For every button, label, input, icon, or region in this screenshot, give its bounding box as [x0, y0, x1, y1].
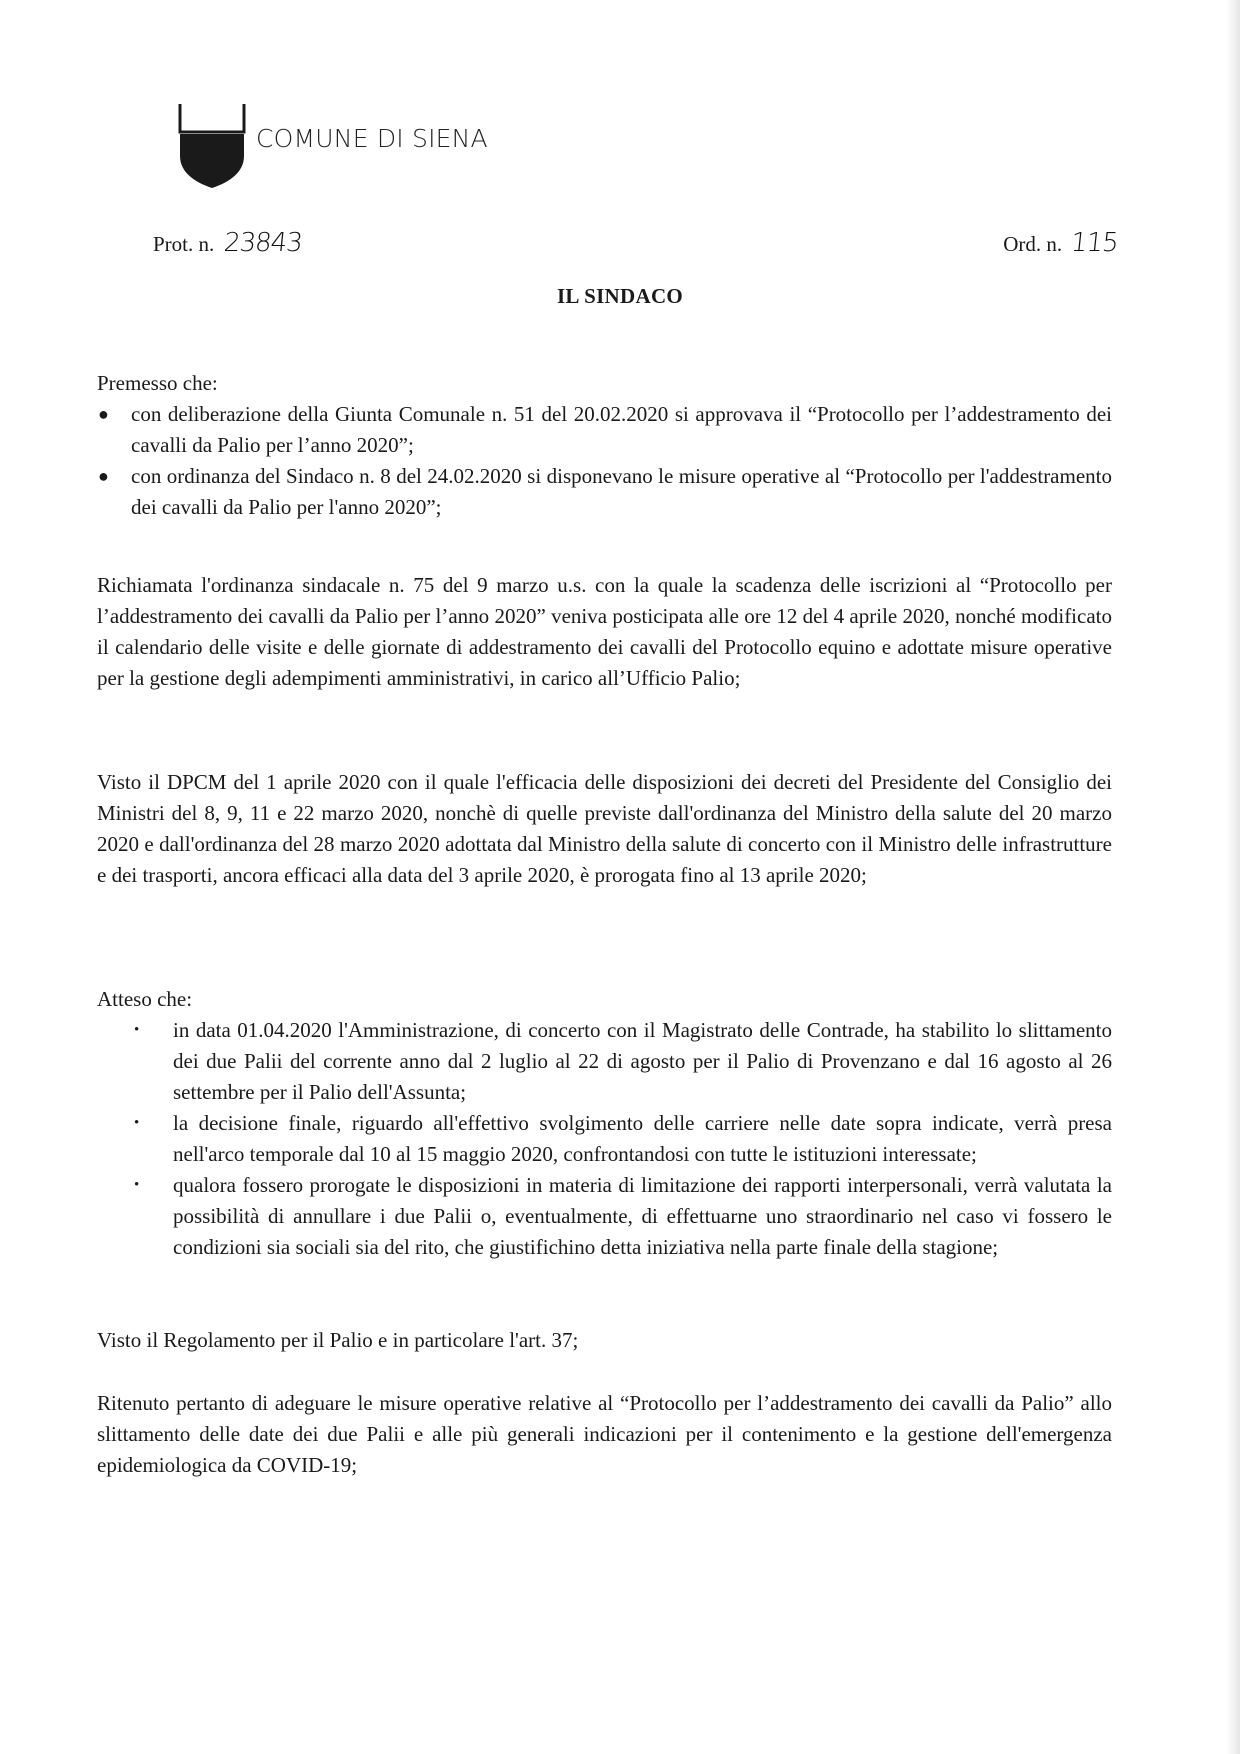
atteso-heading: Atteso che: — [97, 987, 193, 1011]
letterhead — [178, 100, 578, 190]
list-item — [97, 1170, 1112, 1263]
list-item-text: qualora fossero prorogate le disposizioni in materia di limitazione dei rapporti interpersonali, verrà valutata la possibilità di annullare i due Palii o, eventualmente, di effettuarne uno straordinario nel caso vi fossero le condizioni sia sociali sia del rito, che giustifichino detta iniziativa nella parte finale della stagione; — [173, 1173, 1112, 1259]
ordinance-value: 115 — [1069, 228, 1120, 258]
list-item-text: in data 01.04.2020 l'Amministrazione, di concerto con il Magistrato delle Contrade, ha stabilito lo slittamento dei due Palii del corrente anno dal 2 luglio al 22 di agosto per il Palio di Provenzano e dal 16 agosto al 26 settembre per il Palio dell'Assunta; — [173, 1018, 1112, 1104]
list-item — [97, 1108, 1112, 1170]
document-title: IL SINDACO — [556, 284, 684, 308]
bullet-icon: ● — [98, 466, 109, 486]
ordinance-label: Ord. n. — [1003, 232, 1063, 256]
shield-coat-of-arms-icon — [178, 100, 248, 188]
section-premesso — [97, 368, 1112, 523]
premesso-heading: Premesso che: — [97, 371, 218, 395]
ritenuto-paragraph: Ritenuto pertanto di adeguare le misure operative relative al “Protocollo per l’addestramento dei cavalli da Palio” allo slittamento delle date dei due Palii e alle più generali indicazioni per il contenimento e la gestione dell'emergenza epidemiologica da COVID-19; — [97, 1391, 1112, 1477]
list-item-text: con ordinanza del Sindaco n. 8 del 24.02.2020 si disponevano le misure operative al “Protocollo per l'addestramento dei cavalli da Palio per l'anno 2020”; — [131, 464, 1112, 519]
section-richiamata — [97, 570, 1112, 694]
visto-regolamento-paragraph: Visto il Regolamento per il Palio e in particolare l'art. 37; — [97, 1328, 579, 1352]
bullet-icon: • — [134, 1115, 140, 1131]
section-ritenuto — [97, 1388, 1112, 1481]
richiamata-paragraph: Richiamata l'ordinanza sindacale n. 75 del 9 marzo u.s. con la quale la scadenza delle iscrizioni al “Protocollo per l’addestramento dei cavalli da Palio per l’anno 2020” veniva posticipata alle ore 12 del 4 aprile 2020, nonché modificato il calendario delle visite e delle giornate di addestramento dei cavalli del Protocollo equino e adottate misure operative per la gestione degli adempimenti amministrativi, in carico all’Ufficio Palio; — [97, 573, 1112, 690]
protocol-label: Prot. n. — [153, 232, 215, 256]
bullet-icon: • — [134, 1177, 140, 1193]
protocol-number — [153, 228, 301, 258]
visto-dpcm-paragraph: Visto il DPCM del 1 aprile 2020 con il quale l'efficacia delle disposizioni dei decreti del Presidente del Consiglio dei Ministri del 8, 9, 11 e 22 marzo 2020, nonchè di quelle previste dall'ordinanza del Ministro della salute del 20 marzo 2020 e dall'ordinanza del 28 marzo 2020 adottata dal Ministro della salute di concerto con il Ministro delle infrastrutture e dei trasporti, ancora efficaci alla data del 3 aprile 2020, è prorogata fino al 13 aprile 2020; — [97, 770, 1112, 887]
bullet-icon: ● — [98, 404, 109, 424]
section-visto-regolamento — [97, 1325, 1112, 1356]
list-item-text: con deliberazione della Giunta Comunale n. 51 del 20.02.2020 si approvava il “Protocollo per l’addestramento dei cavalli da Palio per l’anno 2020”; — [131, 402, 1112, 457]
bullet-icon: • — [134, 1022, 140, 1038]
organization-name: COMUNE DI SIENA — [256, 124, 488, 153]
atteso-list — [97, 1015, 1112, 1263]
ordinance-number — [1003, 228, 1118, 258]
list-item — [97, 1015, 1112, 1108]
premesso-list — [97, 399, 1112, 523]
section-atteso — [97, 984, 1112, 1263]
list-item — [97, 399, 1112, 461]
scan-edge-shadow — [1226, 0, 1240, 1754]
list-item-text: la decisione finale, riguardo all'effettivo svolgimento delle carriere nelle date sopra indicate, verrà presa nell'arco temporale dal 10 al 15 maggio 2020, confrontandosi con tutte le istituzioni interessate; — [173, 1111, 1112, 1166]
protocol-value: 23843 — [221, 228, 303, 258]
section-visto-dpcm — [97, 767, 1112, 891]
list-item — [97, 461, 1112, 523]
